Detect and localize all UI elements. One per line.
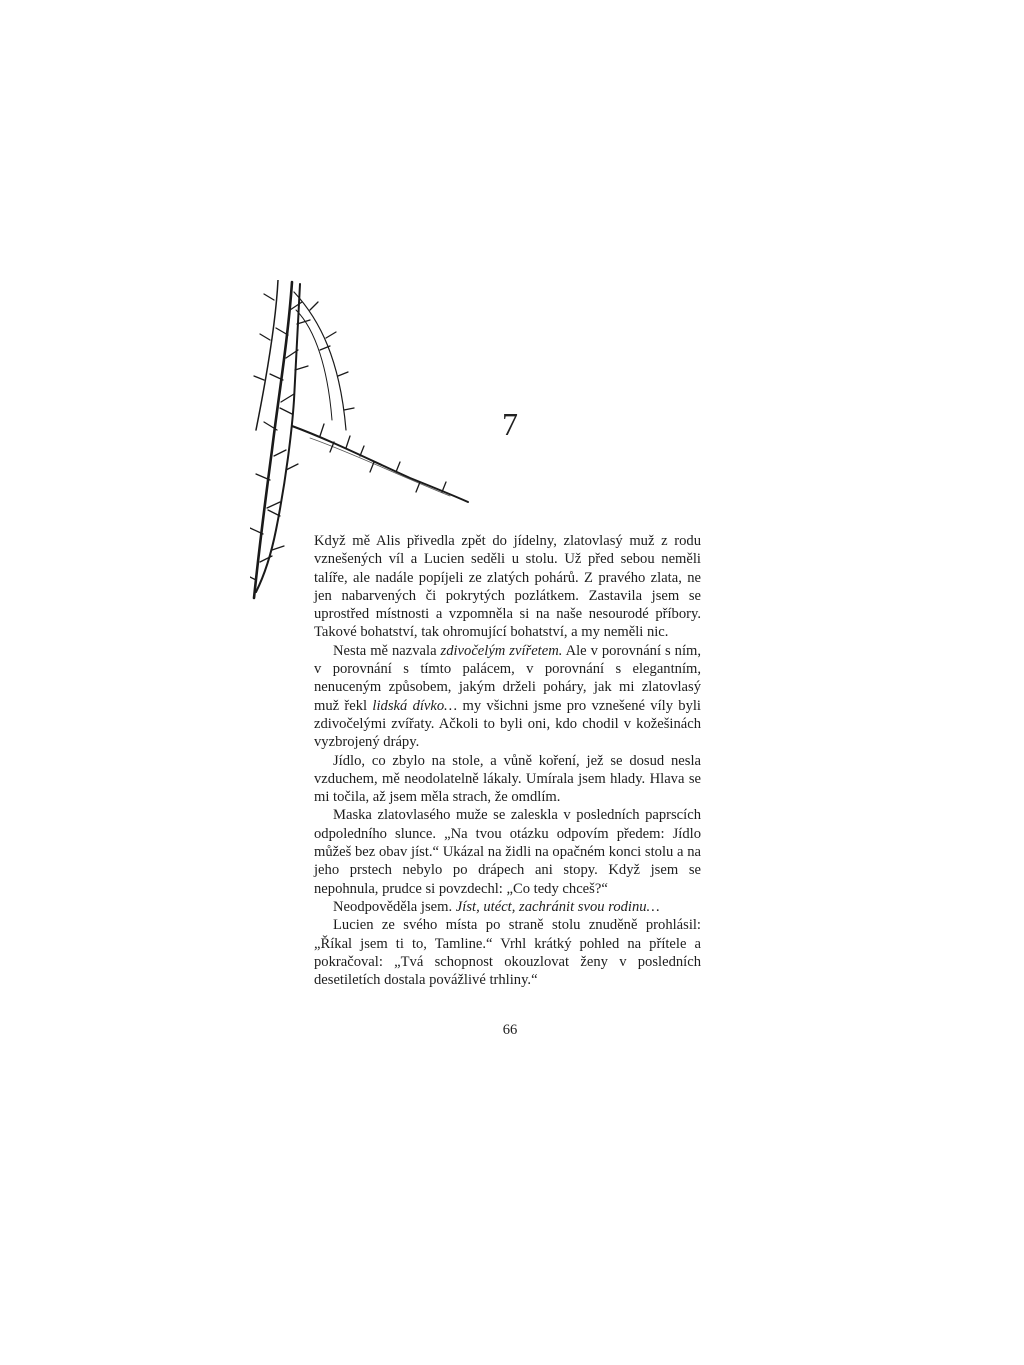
text-run: Maska zlatovlasého muže se zaleskla v posledních paprscích odpoledního slunce. „Na tvou otázku odpovím předem: Jídlo můžeš bez obav jíst.“ Ukázal na židli na opačném konci stolu a na jeho prstech nebylo po drápech ani stopy. Když jsem se nepohnula, prudce si povzdechl: „Co tedy chceš?“ bbox=[314, 807, 701, 897]
italic-phrase: lidská dívko… bbox=[372, 697, 458, 714]
paragraph bbox=[314, 806, 701, 897]
text-run: Jídlo, co zbylo na stole, a vůně koření, jež se dosud nesla vzduchem, mě neodolatelně lákaly. Umírala jsem hlady. Hlava se mi točila, až jsem měla strach, že omdlím. bbox=[314, 752, 701, 806]
thorn-stem-arc2 bbox=[296, 310, 332, 420]
page-number: 66 bbox=[502, 1022, 518, 1038]
paragraph bbox=[314, 916, 701, 989]
thorn-branch-horizontal bbox=[292, 426, 468, 502]
italic-phrase: Jíst, utéct, zachránit svou rodinu… bbox=[455, 898, 660, 915]
thorn-stem-right-arc bbox=[294, 292, 346, 430]
italic-phrase: zdivočelým zvířetem. bbox=[440, 642, 563, 659]
text-run: Když mě Alis přivedla zpět do jídelny, zlatovlasý muž z rodu vznešených víl a Lucien seděli u stolu. Už před sebou neměli talíře, ale nadále popíjeli ze zlatých pohárů. Z pravého zlata, ne jen nabarvených či pokrytých pozlátkem. Zastavila jsem se uprostřed místnosti a vzpomněla si na naše nesourodé příbory. Takové bohatství, tak ohromující bohatství, a my neměli nic. bbox=[314, 533, 701, 641]
chapter-number: 7 bbox=[502, 406, 518, 442]
thorn-branch-fine bbox=[310, 438, 450, 496]
paragraph bbox=[314, 642, 701, 752]
text-run: my všichni jsme pro vznešené víly byli zdivočelými zvířaty. Ačkoli to byli oni, kdo chodil v kožešinách vyzbrojený drápy. bbox=[314, 697, 701, 751]
text-run: Neodpověděla jsem. bbox=[333, 898, 456, 915]
text-run: Lucien ze svého místa po straně stolu znuděně prohlásil: „Říkal jsem ti to, Tamline.“ Vrhl krátký pohled na přítele a pokračoval: „Tvá schopnost okouzlovat ženy v posledních desetiletích dostala povážlivé trhliny.“ bbox=[314, 917, 701, 989]
thorn-stem-second bbox=[256, 284, 300, 592]
paragraph bbox=[314, 532, 701, 642]
text-run: Nesta mě nazvala bbox=[333, 642, 441, 659]
thorn-stem-left bbox=[256, 280, 278, 430]
paragraph bbox=[314, 752, 701, 807]
paragraph bbox=[314, 898, 701, 916]
body-text bbox=[314, 532, 701, 989]
text-run: Ale v porovnání s ním, v porovnání s tímto palácem, v porovnání s elegantním, nenuceným způsobem, jakým drželi poháry, jak mi zlatovlasý muž řekl bbox=[314, 642, 701, 714]
